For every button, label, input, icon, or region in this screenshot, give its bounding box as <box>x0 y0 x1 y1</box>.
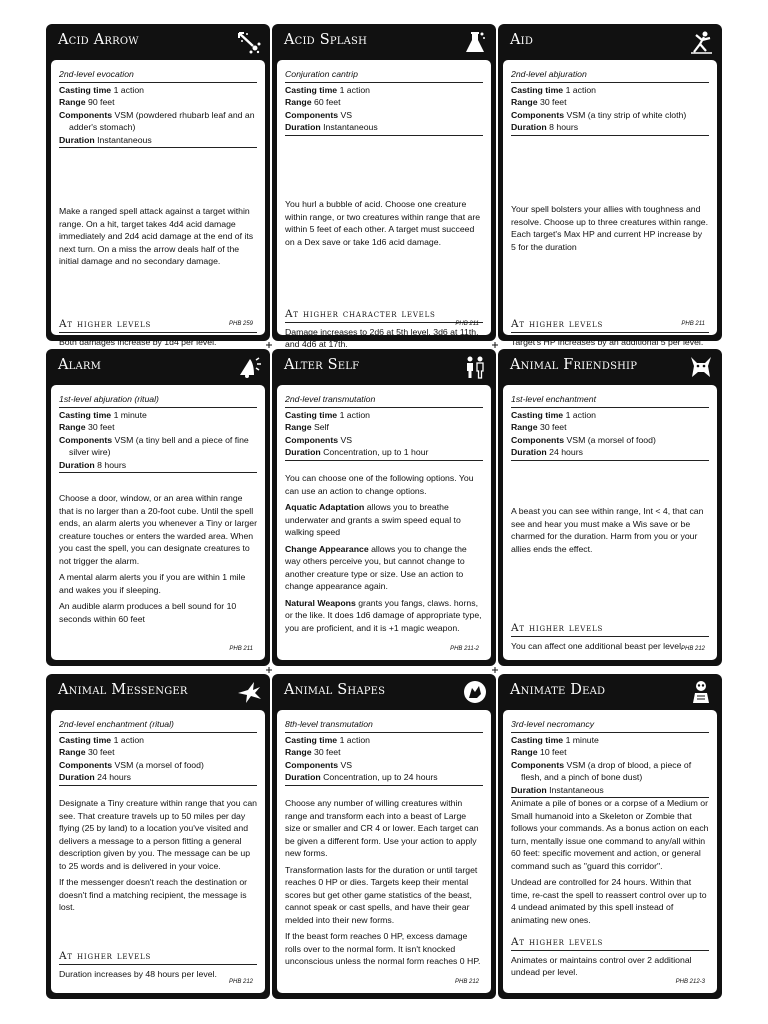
casting-time: 1 action <box>113 734 144 745</box>
casting-time: 1 action <box>113 84 144 95</box>
skeleton-icon <box>688 679 714 705</box>
duration: Instantaneous <box>323 122 378 132</box>
components: VSM (a tiny strip of white cloth) <box>566 109 687 120</box>
card-title: Animate Dead <box>510 682 606 698</box>
casting-time-label: Casting time <box>285 84 338 95</box>
range-label: Range <box>511 97 538 107</box>
flask-icon <box>462 29 488 55</box>
spell-card-alter-self <box>272 349 496 666</box>
spell-level: 2nd-level evocation <box>59 68 257 83</box>
duration: Concentration, up to 1 hour <box>323 447 429 457</box>
spell-level: 2nd-level abjuration <box>511 68 709 83</box>
components-label: Components <box>511 434 565 445</box>
higher-levels-text: You can affect one additional beast per level. <box>511 640 684 651</box>
spell-card-aid <box>498 24 722 347</box>
description-paragraph: If the beast form reaches 0 HP, excess damage rolls over to the normal form. It isn't knocked unconscious unless the normal form reaches 0 HP. <box>285 931 481 966</box>
duration: Instantaneous <box>97 134 152 145</box>
spell-meta <box>59 68 257 148</box>
components-label: Components <box>285 434 339 445</box>
casting-time-label: Casting time <box>59 409 112 420</box>
spell-meta <box>59 718 257 786</box>
option-text: grants you fangs, claws. horns, or the like. It does 1d6 damage of appropriate type, you are proficient, and it is +1 magic weapon. <box>285 597 482 633</box>
source-reference: PHB 211 <box>229 645 253 652</box>
source-reference: PHB 212-3 <box>675 978 705 985</box>
duration-label: Duration <box>285 772 321 782</box>
components-label: Components <box>59 759 113 770</box>
components-label: Components <box>511 759 565 770</box>
casting-time-label: Casting time <box>511 409 564 420</box>
casting-time: 1 minute <box>113 409 147 420</box>
components: VS <box>340 109 353 120</box>
divider <box>59 147 257 148</box>
source-reference: PHB 212 <box>228 978 253 985</box>
components: VSM (powdered rhubarb leaf and an adder's stomach) <box>69 109 255 132</box>
source-reference: PHB 211 <box>681 320 705 327</box>
higher-levels <box>511 936 709 979</box>
source-reference: PHB 212 <box>680 645 705 652</box>
duration: Instantaneous <box>549 784 604 795</box>
higher-levels-title: At higher levels <box>59 950 257 965</box>
range: 10 feet <box>539 747 567 757</box>
spell-description <box>511 203 709 257</box>
description-paragraph: An audible alarm produces a bell sound for 10 seconds within 60 feet <box>59 601 237 624</box>
divider <box>285 460 483 461</box>
card-header <box>272 349 496 385</box>
arrow-splash-icon <box>236 29 262 55</box>
casting-time-label: Casting time <box>59 84 112 95</box>
range-label: Range <box>59 747 86 757</box>
card-header <box>272 24 496 60</box>
bell-icon <box>236 354 262 380</box>
casting-time: 1 action <box>565 84 596 95</box>
spell-level: 8th-level transmutation <box>285 718 483 733</box>
card-title: Animal Friendship <box>510 357 638 373</box>
description-paragraph: You hurl a bubble of acid. Choose one creature within range, or two creatures within range that are within 5 feet of each other. A target must succeed on a Dex save or take 1d6 acid damage. <box>285 199 481 247</box>
spell-card-animate-dead <box>498 674 722 999</box>
higher-levels <box>511 318 709 348</box>
spell-card-animal-friendship <box>498 349 722 666</box>
range: 30 feet <box>539 422 567 432</box>
card-title: Alarm <box>58 357 102 373</box>
description-paragraph: Animate a pile of bones or a corpse of a Medium or Small humanoid into a Skeleton or Zombie that follows your commands. As a bonus action on each turn, mentally issue one command to any/all within 60 feet: specific movement and action, or general command such as "guard this corridor". <box>511 798 709 871</box>
spell-meta <box>511 68 709 136</box>
divider <box>511 135 709 136</box>
description-paragraph: If the messenger doesn't reach the destination or doesn't find a matching recipient, the message is lost. <box>59 877 248 912</box>
description-paragraph: Choose any number of willing creatures within range and transform each into a beast of Large size or smaller and CR 4 or lower. Each target can be given a different form. Use your action to apply new forms. <box>285 798 479 858</box>
card-header <box>498 674 722 710</box>
range-label: Range <box>511 747 538 757</box>
spell-level: 1st-level abjuration (ritual) <box>59 393 257 408</box>
components: VS <box>340 759 353 770</box>
duration: 24 hours <box>549 447 583 457</box>
components-label: Components <box>285 759 339 770</box>
rising-figure-icon <box>688 29 714 55</box>
option-name: Change Appearance <box>285 543 369 554</box>
cut-mark <box>266 342 272 348</box>
card-body <box>51 60 265 347</box>
casting-time-label: Casting time <box>285 409 338 420</box>
card-body <box>503 710 717 993</box>
description-paragraph: Make a ranged spell attack against a target within range. On a hit, target takes 4d4 acid damage immediately and 2d4 acid damage at the end of its next turn. On a miss the arrow deals half of the initial damage and no secondary damage. <box>59 206 254 266</box>
components-label: Components <box>511 109 565 120</box>
card-title: Animal Messenger <box>58 682 188 698</box>
higher-levels-text: Duration increases by 48 hours per level. <box>59 968 217 979</box>
range-label: Range <box>285 422 312 432</box>
spell-card-acid-splash <box>272 24 496 349</box>
description-paragraph: A beast you can see within range, Int < 4, that can see and hear you must make a Wis save or be charmed for the duration. Harm from you or your allies ends the effect. <box>511 506 704 554</box>
card-body <box>51 385 265 660</box>
casting-time: 1 action <box>339 409 370 420</box>
description-paragraph <box>285 543 483 593</box>
source-reference: PHB 259 <box>228 320 253 327</box>
spell-card-animal-shapes <box>272 674 496 999</box>
divider <box>59 472 257 473</box>
spell-meta <box>59 393 257 473</box>
source-reference: PHB 212 <box>454 978 479 985</box>
range: 30 feet <box>539 97 567 107</box>
option-text: allows you to breathe underwater and grants a swim speed equal to walking speed <box>285 502 461 537</box>
description-paragraph <box>285 597 483 635</box>
range-label: Range <box>59 97 86 107</box>
spell-card-alarm <box>46 349 270 666</box>
card-title: Acid Splash <box>284 32 367 48</box>
casting-time-label: Casting time <box>511 734 564 745</box>
spell-description <box>285 797 483 972</box>
wolf-head-icon <box>462 679 488 705</box>
spell-meta <box>285 68 483 136</box>
range-label: Range <box>511 422 538 432</box>
range: 90 feet <box>87 97 115 107</box>
card-title: Animal Shapes <box>284 682 386 698</box>
card-title: Alter Self <box>284 357 360 373</box>
range: 30 feet <box>313 747 341 757</box>
range-label: Range <box>285 97 312 107</box>
components-label: Components <box>285 109 339 120</box>
higher-levels <box>59 950 257 980</box>
description-paragraph: Transformation lasts for the duration or until target reaches 0 HP or dies. Targets keep their mental scores but get other game statistics of the beast, cannot speak or cast spells, and have their gear melded into their new forms. <box>285 864 478 925</box>
casting-time-label: Casting time <box>511 84 564 95</box>
casting-time: 1 action <box>339 84 370 95</box>
duration-label: Duration <box>59 134 95 145</box>
card-body <box>503 60 717 347</box>
duration-label: Duration <box>511 122 547 132</box>
source-reference: PHB 211-2 <box>450 645 479 652</box>
spell-meta <box>511 718 709 798</box>
spell-card-animal-messenger <box>46 674 270 999</box>
card-body <box>51 710 265 993</box>
higher-levels-text: Damage increases to 2d6 at 5th level, 3d6 at 11th, and 4d6 at 17th. <box>285 326 479 349</box>
spell-description <box>59 797 257 918</box>
card-header <box>498 24 722 60</box>
duration-label: Duration <box>59 772 95 782</box>
card-body <box>277 710 491 993</box>
spell-description <box>511 505 709 559</box>
cut-mark <box>492 342 498 348</box>
card-header <box>272 674 496 710</box>
description-paragraph: You can choose one of the following options. You can use an action to change options. <box>285 473 474 496</box>
higher-levels-text: Target's HP increases by an additional 5 per level. <box>511 336 704 347</box>
option-name: Aquatic Adaptation <box>285 502 365 512</box>
range: Self <box>313 422 329 432</box>
option-text: allows you to change the way others perceive you, but cannot change to another creature type or size. Use an action to change appearance again. <box>285 543 467 591</box>
spell-description <box>285 472 483 638</box>
description-paragraph: Undead are controlled for 24 hours. Within that time, re-cast the spell to reassert control over up to 4 undead animated by this spell instead of animating new ones. <box>511 877 707 925</box>
spell-level: 2nd-level transmutation <box>285 393 483 408</box>
spell-description <box>285 198 483 252</box>
duration-label: Duration <box>511 784 547 795</box>
card-title: Acid Arrow <box>58 32 139 48</box>
casting-time: 1 action <box>339 734 370 745</box>
components: VSM (a tiny bell and a piece of fine silver wire) <box>69 434 249 457</box>
card-body <box>277 385 491 660</box>
components-label: Components <box>59 434 113 445</box>
casting-time: 1 minute <box>565 734 599 745</box>
components: VS <box>340 434 353 445</box>
spell-card-acid-arrow <box>46 24 270 347</box>
spell-description <box>59 205 257 272</box>
description-paragraph: A mental alarm alerts you if you are within 1 mile and wakes you if sleeping. <box>59 572 246 595</box>
duration: 8 hours <box>97 459 127 470</box>
higher-levels-title: At higher levels <box>59 318 257 333</box>
divider <box>511 460 709 461</box>
range: 30 feet <box>87 422 115 432</box>
components-label: Components <box>59 109 113 120</box>
beast-icon <box>688 354 714 380</box>
higher-levels <box>511 622 709 652</box>
higher-levels-title: At higher levels <box>511 936 709 951</box>
description-paragraph: Choose a door, window, or an area within range that is no larger than a 20-foot cube. Until the spell ends, an alarm alerts you whenever a Tiny or larger creature touches or enters the warded area. When you cast the spell, you can designate creatures to not trigger the alarm. <box>59 493 257 566</box>
card-body <box>277 60 491 349</box>
spell-meta <box>511 393 709 461</box>
duration-label: Duration <box>285 447 321 457</box>
duration: 8 hours <box>549 122 579 132</box>
casting-time-label: Casting time <box>285 734 338 745</box>
divider <box>285 785 483 786</box>
description-paragraph: Designate a Tiny creature within range that you can see. That creature travels up to 50 miles per day flying (25 by land) to a location you've visited and delivers a message to a person fitting a general description given by you. The message can be up to 25 words and is delivered in your voice. <box>59 798 257 871</box>
higher-levels-title: At higher character levels <box>285 308 483 323</box>
components: VSM (a morsel of food) <box>114 759 204 770</box>
higher-levels <box>285 308 483 351</box>
components: VSM (a drop of blood, a piece of flesh, and a pinch of bone dust) <box>521 759 692 782</box>
bird-icon <box>236 679 262 705</box>
spell-level: 2nd-level enchantment (ritual) <box>59 718 257 733</box>
card-header <box>46 674 270 710</box>
spell-description <box>511 797 709 930</box>
spell-meta <box>285 393 483 461</box>
higher-levels-title: At higher levels <box>511 622 709 637</box>
card-title: Aid <box>510 32 534 48</box>
higher-levels-title: At higher levels <box>511 318 709 333</box>
casting-time: 1 action <box>565 409 596 420</box>
cut-mark <box>266 667 272 673</box>
source-reference: PHB 211 <box>455 320 479 327</box>
description-paragraph <box>285 501 483 539</box>
higher-levels-text: Animates or maintains control over 2 additional undead per level. <box>511 954 692 977</box>
two-figures-icon <box>462 354 488 380</box>
duration-label: Duration <box>59 459 95 470</box>
spell-level: 1st-level enchantment <box>511 393 709 408</box>
casting-time-label: Casting time <box>59 734 112 745</box>
duration-label: Duration <box>511 447 547 457</box>
higher-levels-text: Both damages increase by 1d4 per level. <box>59 336 217 347</box>
range: 30 feet <box>87 747 115 757</box>
spell-meta <box>285 718 483 786</box>
spell-description <box>59 492 257 629</box>
components: VSM (a morsel of food) <box>566 434 656 445</box>
card-body <box>503 385 717 660</box>
divider <box>285 135 483 136</box>
divider <box>59 785 257 786</box>
spell-level: 3rd-level necromancy <box>511 718 709 733</box>
description-paragraph: Your spell bolsters your allies with toughness and resolve. Choose up to three creatures within range. Each target's Max HP and current HP increase by 5 for the duration <box>511 204 709 252</box>
card-header <box>46 349 270 385</box>
range-label: Range <box>59 422 86 432</box>
cut-mark <box>492 667 498 673</box>
option-name: Natural Weapons <box>285 597 356 608</box>
higher-levels <box>59 318 257 348</box>
range-label: Range <box>285 747 312 757</box>
card-header <box>46 24 270 60</box>
duration: 24 hours <box>97 772 131 782</box>
duration: Concentration, up to 24 hours <box>323 772 438 782</box>
spell-level: Conjuration cantrip <box>285 68 483 83</box>
duration-label: Duration <box>285 122 321 132</box>
range: 60 feet <box>313 97 341 107</box>
card-header <box>498 349 722 385</box>
